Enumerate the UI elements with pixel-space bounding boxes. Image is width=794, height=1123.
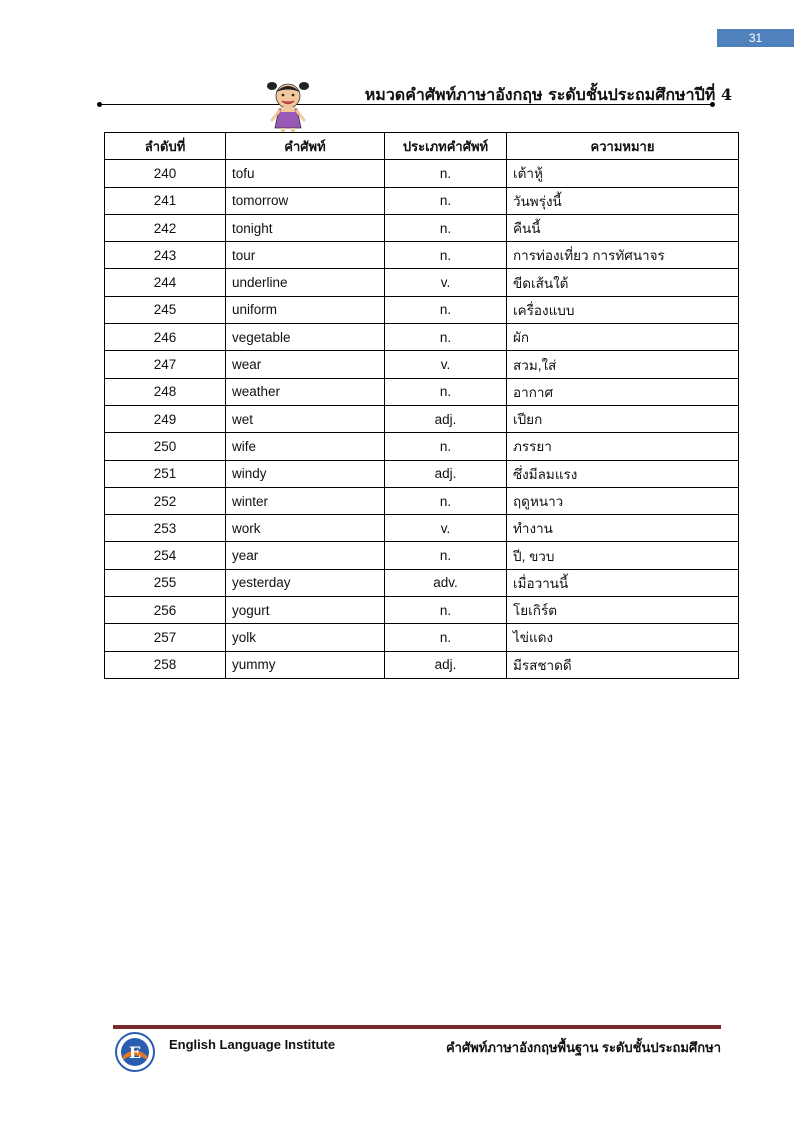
cell-word-type: adj.	[385, 405, 507, 432]
table-row	[105, 651, 739, 678]
cell-word: year	[226, 542, 385, 569]
cell-number: 242	[105, 214, 226, 241]
cell-word-type: n.	[385, 378, 507, 405]
footer-institute-name: English Language Institute	[169, 1037, 336, 1052]
vocabulary-table	[104, 132, 739, 679]
table-row	[105, 160, 739, 187]
table-row	[105, 405, 739, 432]
table-row	[105, 624, 739, 651]
table-row	[105, 433, 739, 460]
cell-meaning: มีรสชาดดี	[507, 651, 739, 678]
cell-word: vegetable	[226, 324, 385, 351]
cell-word-type: v.	[385, 351, 507, 378]
cell-word-type: n.	[385, 187, 507, 214]
cell-meaning: โยเกิร์ต	[507, 597, 739, 624]
cell-number: 249	[105, 405, 226, 432]
cell-number: 256	[105, 597, 226, 624]
cell-number: 246	[105, 324, 226, 351]
footer-divider	[113, 1025, 721, 1029]
cell-word: weather	[226, 378, 385, 405]
cell-number: 243	[105, 242, 226, 269]
cell-word: yolk	[226, 624, 385, 651]
cell-meaning: เมื่อวานนี้	[507, 569, 739, 596]
cell-meaning: อากาศ	[507, 378, 739, 405]
cell-word-type: n.	[385, 324, 507, 351]
cell-number: 254	[105, 542, 226, 569]
cell-word: yesterday	[226, 569, 385, 596]
cell-word: wear	[226, 351, 385, 378]
table-row	[105, 242, 739, 269]
cell-word-type: n.	[385, 597, 507, 624]
table-row	[105, 515, 739, 542]
table-row	[105, 378, 739, 405]
cell-number: 244	[105, 269, 226, 296]
table-row	[105, 324, 739, 351]
header-word-type: ประเภทคำศัพท์	[385, 133, 507, 160]
table-row	[105, 542, 739, 569]
cell-word-type: n.	[385, 542, 507, 569]
cell-meaning: ภรรยา	[507, 433, 739, 460]
cell-word-type: n.	[385, 214, 507, 241]
table-row	[105, 597, 739, 624]
cell-number: 253	[105, 515, 226, 542]
cell-word: wet	[226, 405, 385, 432]
table-row	[105, 187, 739, 214]
cell-number: 247	[105, 351, 226, 378]
cell-meaning: สวม,ใส่	[507, 351, 739, 378]
cell-word: work	[226, 515, 385, 542]
cell-meaning: เปียก	[507, 405, 739, 432]
cell-word-type: adj.	[385, 460, 507, 487]
cell-word: tonight	[226, 214, 385, 241]
cell-word: windy	[226, 460, 385, 487]
table-row	[105, 487, 739, 514]
table-row	[105, 460, 739, 487]
cell-number: 258	[105, 651, 226, 678]
cell-word: uniform	[226, 296, 385, 323]
table-row	[105, 214, 739, 241]
cell-word: underline	[226, 269, 385, 296]
cell-meaning: การท่องเที่ยว การทัศนาจร	[507, 242, 739, 269]
cell-word-type: n.	[385, 433, 507, 460]
table-row	[105, 351, 739, 378]
cell-meaning: เต้าหู้	[507, 160, 739, 187]
page-number: 31	[717, 29, 794, 47]
cell-meaning: คืนนี้	[507, 214, 739, 241]
table-row	[105, 569, 739, 596]
table-row	[105, 269, 739, 296]
header-word: คำศัพท์	[226, 133, 385, 160]
cell-word: winter	[226, 487, 385, 514]
page-title: หมวดคำศัพท์ภาษาอังกฤษ ระดับชั้นประถมศึกษาปีที่ 4	[364, 85, 732, 104]
cell-word-type: n.	[385, 160, 507, 187]
header-number: ลำดับที่	[105, 133, 226, 160]
cell-number: 252	[105, 487, 226, 514]
cell-word: yogurt	[226, 597, 385, 624]
cell-number: 248	[105, 378, 226, 405]
header-meaning: ความหมาย	[507, 133, 739, 160]
cell-number: 255	[105, 569, 226, 596]
cell-meaning: ซึ่งมีลมแรง	[507, 460, 739, 487]
svg-text:E: E	[128, 1043, 142, 1062]
footer-book-title: คำศัพท์ภาษาอังกฤษพื้นฐาน ระดับชั้นประถมศึกษา	[445, 1040, 721, 1055]
cell-word-type: v.	[385, 269, 507, 296]
cell-meaning: ฤดูหนาว	[507, 487, 739, 514]
cell-meaning: ทำงาน	[507, 515, 739, 542]
cell-number: 251	[105, 460, 226, 487]
institute-logo-icon	[114, 1031, 156, 1073]
cell-meaning: ขีดเส้นใต้	[507, 269, 739, 296]
girl-mascot-icon	[266, 78, 310, 134]
cell-word: tour	[226, 242, 385, 269]
table-row	[105, 296, 739, 323]
cell-meaning: ปี, ขวบ	[507, 542, 739, 569]
cell-word: yummy	[226, 651, 385, 678]
cell-word-type: adj.	[385, 651, 507, 678]
cell-number: 250	[105, 433, 226, 460]
cell-meaning: ไข่แดง	[507, 624, 739, 651]
cell-word: wife	[226, 433, 385, 460]
cell-word-type: n.	[385, 624, 507, 651]
cell-meaning: วันพรุ่งนี้	[507, 187, 739, 214]
cell-number: 240	[105, 160, 226, 187]
cell-meaning: เครื่องแบบ	[507, 296, 739, 323]
cell-number: 257	[105, 624, 226, 651]
cell-word-type: adv.	[385, 569, 507, 596]
cell-word: tomorrow	[226, 187, 385, 214]
cell-meaning: ผัก	[507, 324, 739, 351]
cell-word-type: n.	[385, 487, 507, 514]
cell-number: 245	[105, 296, 226, 323]
cell-word: tofu	[226, 160, 385, 187]
cell-word-type: n.	[385, 296, 507, 323]
cell-word-type: v.	[385, 515, 507, 542]
cell-number: 241	[105, 187, 226, 214]
table-header-row	[105, 133, 739, 160]
cell-word-type: n.	[385, 242, 507, 269]
